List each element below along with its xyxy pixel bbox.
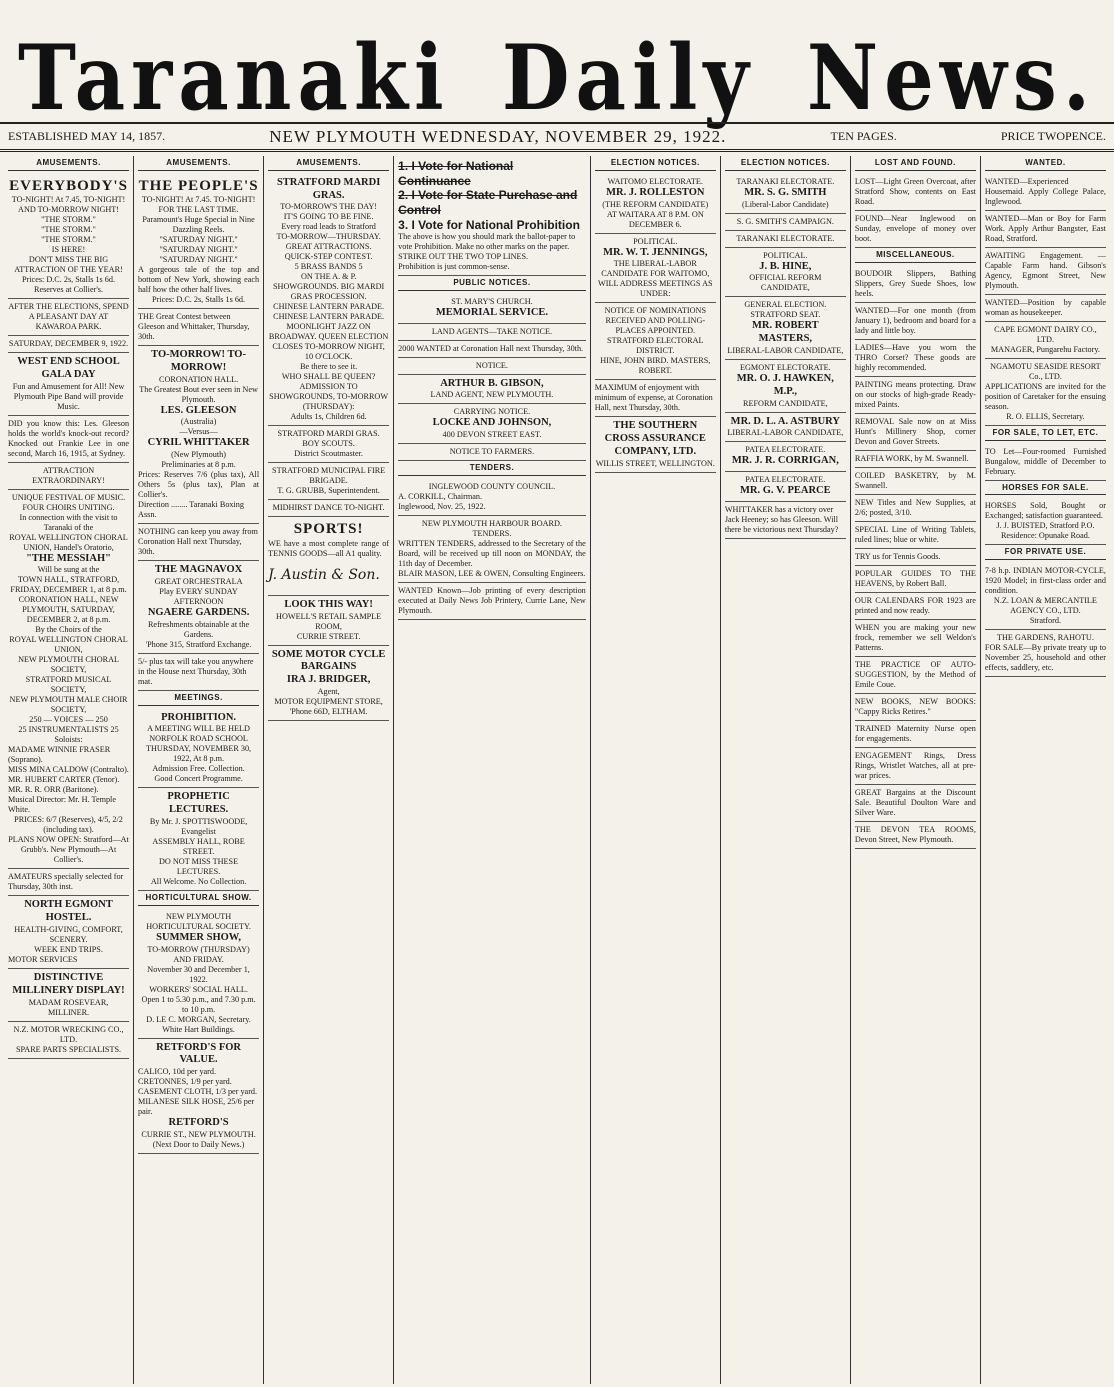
ad-text: OUR CALENDARS FOR 1923 are printed and now ready. bbox=[855, 593, 976, 620]
ad-text: TRAINED Maternity Nurse open for engagements. bbox=[855, 721, 976, 748]
column-heading: FOR SALE, TO LET, ETC. bbox=[985, 426, 1106, 441]
ad-text: Will be sung at the bbox=[37, 565, 100, 575]
ad-text: "SATURDAY NIGHT." bbox=[159, 255, 238, 265]
ad-text: District Scoutmaster. bbox=[294, 449, 363, 459]
column-heading: AMUSEMENTS. bbox=[8, 156, 129, 171]
ad-text: NEW PLYMOUTH CHORAL SOCIETY, bbox=[18, 655, 119, 675]
ad-title: TO-MORROW! TO-MORROW! bbox=[151, 349, 246, 373]
ad-text: Good Concert Programme. bbox=[154, 774, 243, 784]
ad-text: WHO SHALL BE QUEEN? bbox=[281, 372, 376, 382]
page-count: TEN PAGES. bbox=[830, 129, 897, 143]
ad-text: THE LIBERAL-LABOR CANDIDATE FOR WAITOMO, bbox=[601, 259, 710, 279]
ad-text: POLITICAL. bbox=[633, 236, 678, 246]
ad-text: NOTHING can keep you away from Coronation Hall next Thursday, 30th. bbox=[138, 524, 259, 561]
ad-text: CURRIE STREET. bbox=[296, 631, 361, 641]
ad-text: SPECIAL Line of Writing Tablets, ruled lines; blue or white. bbox=[855, 522, 976, 549]
ad-title: STRATFORD MARDI GRAS. bbox=[276, 176, 381, 201]
ad-text: PLANS NOW OPEN: Stratford—At Grubb's. New Plymouth—At Collier's. bbox=[8, 835, 129, 865]
ad-text: CORONATION HALL, NEW PLYMOUTH, SATURDAY, DECEMBER 2, at 8 p.m. bbox=[18, 595, 119, 625]
ad-text: (THE REFORM CANDIDATE) bbox=[602, 199, 709, 209]
ad-title: MR. G. V. PEARCE bbox=[740, 485, 831, 497]
ad-title: MR. S. G. SMITH bbox=[744, 186, 827, 198]
ad-text: WRITTEN TENDERS, addressed to the Secretary of the Board, will be received up till noon on MONDAY, the 11th day of December. bbox=[398, 539, 586, 569]
column-election-notices-1 bbox=[591, 156, 721, 1384]
ad-text: MILANESE SILK HOSE, 25/6 per pair. bbox=[138, 1097, 255, 1117]
ad-text: ASSEMBLY HALL, ROBE STREET. bbox=[152, 836, 245, 856]
ad-text: MOONLIGHT JAZZ ON BROADWAY. QUEEN ELECTION CLOSES TO-MORROW NIGHT, 10 O'CLOCK. bbox=[268, 322, 389, 362]
ad-text: PATEA ELECTORATE. bbox=[745, 445, 826, 455]
ad-text: Preliminaries at 8 p.m. bbox=[161, 460, 236, 470]
ad-title: CYRIL WHITTAKER bbox=[147, 437, 250, 449]
ad-text: WANTED Known—Job printing of every description executed at Daily News Job Printery, Currie Lane, New Plymouth. bbox=[398, 583, 586, 620]
ad-text: Play EVERY SUNDAY AFTERNOON bbox=[159, 587, 238, 607]
ad-text: TO-NIGHT! At 7.45. TO-NIGHT! FOR THE LAST TIME. bbox=[141, 195, 256, 215]
ad-text: THE PRACTICE OF AUTO-SUGGESTION, by the Method of Emile Coue. bbox=[855, 657, 976, 694]
ad-text: "THE STORM." bbox=[41, 225, 96, 235]
ad-title: LOCKE AND JOHNSON, bbox=[432, 417, 552, 429]
ad-text: MADAME WINNIE FRASER (Soprano). bbox=[8, 745, 111, 765]
ad-text: APPLICATIONS are invited for the position of Caretaker for the ensuing season. bbox=[984, 381, 1106, 411]
ad-text: RAFFIA WORK, by M. Swannell. bbox=[855, 451, 976, 468]
ad-text: NEW PLYMOUTH MALE CHOIR SOCIETY, bbox=[9, 695, 128, 715]
ad-text: TO-NIGHT! At 7.45, TO-NIGHT! AND TO-MORROW NIGHT! bbox=[11, 195, 126, 215]
ad-text: Prohibition is just common-sense. bbox=[398, 262, 510, 272]
ad-text: S. G. SMITH'S CAMPAIGN. bbox=[725, 214, 846, 231]
ad-text: 'Phone 315, Stratford Exchange. bbox=[145, 639, 252, 649]
ad-text: TARANAKI ELECTORATE. bbox=[725, 231, 846, 248]
ad-text: CASEMENT CLOTH, 1/3 per yard. bbox=[138, 1087, 258, 1097]
issue-date: NEW PLYMOUTH WEDNESDAY, NOVEMBER 29, 1922. bbox=[269, 126, 727, 146]
ad-text: Paramount's Huge Special in Nine Dazzling Reels. bbox=[142, 215, 255, 235]
ad-text: DON'T MISS THE BIG ATTRACTION OF THE YEAR! bbox=[14, 255, 123, 275]
ad-text: GREAT Bargains at the Discount Sale. Beautiful Doulton Ware and Silver Ware. bbox=[855, 785, 976, 822]
ad-text: HORSES Sold, Bought or Exchanged; satisfaction guaranteed. bbox=[984, 501, 1106, 521]
ad-text: Reserves at Collier's. bbox=[34, 285, 104, 295]
ad-text: CRETONNES, 1/9 per yard. bbox=[138, 1077, 232, 1087]
ad-text: POPULAR GUIDES TO THE HEAVENS, by Robert Ball. bbox=[855, 566, 976, 593]
ad-text: STRATFORD MARDI GRAS. BOY SCOUTS. bbox=[277, 429, 380, 449]
ad-text: NOTICE TO FARMERS. bbox=[398, 444, 586, 461]
ad-text: (Australia) bbox=[180, 417, 217, 427]
ad-text: 5/- plus tax will take you anywhere in the House next Thursday, 30th mat. bbox=[138, 654, 259, 691]
ad-text: WILLIS STREET, WELLINGTON. bbox=[595, 458, 715, 468]
ad-text: STRIKE OUT THE TWO TOP LINES. bbox=[398, 252, 529, 262]
ad-text: (New Plymouth) bbox=[171, 450, 226, 460]
ad-text: ATTRACTION EXTRAORDINARY! bbox=[8, 463, 129, 490]
column-heading: AMUSEMENTS. bbox=[268, 156, 389, 171]
ad-text: A MEETING WILL BE HELD bbox=[147, 724, 250, 734]
ad-title: MEMORIAL SERVICE. bbox=[435, 306, 549, 318]
ad-text: CARRYING NOTICE. bbox=[453, 407, 531, 417]
ad-text: MAXIMUM of enjoyment with minimum of expense, at Coronation Hall, next Thursday, 30th. bbox=[595, 380, 716, 417]
ad-title: MR. ROBERT MASTERS, bbox=[751, 320, 819, 345]
ad-text: Every road leads to Stratford bbox=[281, 222, 376, 232]
established-date: ESTABLISHED MAY 14, 1857. bbox=[8, 129, 166, 143]
ad-title: DISTINCTIVE MILLINERY DISPLAY! bbox=[12, 972, 125, 996]
ad-text: LAND AGENT, NEW PLYMOUTH. bbox=[430, 390, 554, 400]
ad-text: NEW PLYMOUTH HARBOUR BOARD. bbox=[421, 519, 562, 529]
ad-text: NOTICE. bbox=[398, 358, 586, 375]
ad-text: IS HERE! bbox=[51, 245, 86, 255]
ad-text: DO NOT MISS THESE LECTURES. bbox=[159, 856, 239, 876]
ad-text: WE have a most complete range of TENNIS GOODS—all A1 quality. bbox=[268, 538, 390, 558]
ad-text: WANTED—Position by capable woman as housekeeper. bbox=[985, 295, 1106, 322]
ad-title: PROHIBITION. bbox=[161, 711, 237, 723]
ad-text: BLAIR MASON, LEE & OWEN, Consulting Engineers. bbox=[398, 569, 586, 579]
ad-text: MIDHIRST DANCE TO-NIGHT. bbox=[268, 500, 389, 517]
ad-text: N.Z. MOTOR WRECKING CO., LTD. bbox=[13, 1024, 124, 1044]
ad-title: MR. O. J. HAWKEN, M.P., bbox=[736, 372, 834, 397]
ad-text: LIBERAL-LABOR CANDIDATE, bbox=[727, 428, 844, 438]
ad-text: LOST—Light Green Overcoat, after Stratford Show, contents on East Road. bbox=[855, 174, 976, 211]
ad-text: THE GARDENS, RAHOTU. bbox=[996, 633, 1094, 642]
ad-text: HEALTH-GIVING, COMFORT, SCENERY. bbox=[14, 925, 123, 945]
ad-text: HOWELL'S RETAIL SAMPLE ROOM, bbox=[276, 611, 382, 631]
ad-text: ENGAGEMENT Rings, Dress Rings, Wristlet Watches, all at pre-war prices. bbox=[855, 748, 976, 785]
ad-text: GREAT ORCHESTRALA bbox=[154, 577, 243, 587]
ad-text: ADMISSION TO SHOWGROUNDS, TO-MORROW (THURSDAY): bbox=[269, 382, 389, 412]
ad-text: MISS MINA CALDOW (Contralto). bbox=[8, 765, 129, 775]
column-heading: MISCELLANEOUS. bbox=[855, 248, 976, 263]
ad-text: Prices: D.C. 2s, Stalls 1s 6d. bbox=[152, 295, 246, 305]
ad-text: Direction ........ Taranaki Boxing Assn. bbox=[138, 500, 244, 520]
ad-text: 400 DEVON STREET EAST. bbox=[442, 430, 542, 440]
column-amusements-3 bbox=[264, 156, 394, 1384]
ad-text: MR. R. R. ORR (Baritone). bbox=[8, 785, 99, 795]
ad-text: ST. MARY'S CHURCH. bbox=[451, 296, 533, 306]
ad-text: FOR SALE—By private treaty up to November 25, household and other effects, saddlery, etc. bbox=[984, 643, 1106, 672]
ad-title: MR. W. T. JENNINGS, bbox=[603, 246, 708, 258]
ad-text: OFFICIAL REFORM CANDIDATE, bbox=[749, 273, 822, 293]
dateline-bar bbox=[0, 122, 1114, 152]
column-heading: PUBLIC NOTICES. bbox=[398, 276, 586, 291]
ad-title: SOME MOTOR CYCLE BARGAINS bbox=[271, 648, 386, 673]
ad-text: BOUDOIR Slippers, Bathing Slippers, Grey Suede Shoes, low heels. bbox=[855, 266, 976, 303]
ad-text: CALICO, 10d per yard. bbox=[138, 1067, 217, 1077]
ad-text: ROYAL WELLINGTON CHORAL UNION, Handel's Oratorio, bbox=[9, 532, 128, 552]
ad-text: TO-MORROW (THURSDAY) AND FRIDAY. bbox=[147, 944, 250, 964]
ad-title: NGAERE GARDENS. bbox=[147, 607, 250, 619]
ballot-line-2: 2. I Vote for State Purchase and Control bbox=[398, 188, 578, 217]
ad-text: Prices: Reserves 7/6 (plus tax), All Others 5s (plus tax), Plan at Collier's. bbox=[138, 470, 260, 500]
ad-text: J. J. BUISTED, Stratford P.O. bbox=[996, 521, 1095, 531]
ad-text: (Next Door to Daily News.) bbox=[152, 1139, 245, 1149]
ad-text: ROYAL WELLINGTON CHORAL UNION, bbox=[9, 635, 128, 655]
columns bbox=[4, 156, 1110, 1384]
ad-text: T. G. GRUBB, Superintendent. bbox=[277, 486, 380, 496]
ad-title: NORTH EGMONT HOSTEL. bbox=[24, 899, 113, 924]
ad-text: UNIQUE FESTIVAL OF MUSIC. FOUR CHOIRS UNITING. bbox=[11, 492, 126, 512]
ad-text: By Mr. J. SPOTTISWOODE, Evangelist bbox=[149, 816, 248, 836]
ad-text: By the Choirs of the bbox=[35, 625, 102, 635]
column-amusements-2 bbox=[134, 156, 264, 1384]
ad-text: WANTED—For one month (from January 1), bedroom and board for a lady and little boy. bbox=[855, 303, 976, 340]
ad-text: Adults 1s, Children 6d. bbox=[290, 412, 367, 422]
ad-text: MANAGER, Pungarehu Factory. bbox=[990, 344, 1100, 354]
ad-text: 25 INSTRUMENTALISTS 25 bbox=[18, 725, 119, 735]
ad-title: IRA J. BRIDGER, bbox=[286, 674, 371, 686]
ad-text: Admission Free. Collection. bbox=[152, 764, 245, 774]
ad-text: Refreshments obtainable at the Gardens. bbox=[147, 619, 250, 639]
ad-text: 2000 WANTED at Coronation Hall next Thursday, 30th. bbox=[398, 341, 586, 358]
ad-text: (Liberal-Labor Candidate) bbox=[742, 199, 829, 209]
column-heading: WANTED. bbox=[985, 156, 1106, 171]
ad-text: Prices: D.C. 2s, Stalls 1s 6d. bbox=[22, 275, 116, 285]
ad-title: THE PEOPLE'S bbox=[138, 177, 259, 194]
ad-text: Stratford. bbox=[1029, 616, 1061, 625]
ad-text: AT WAITARA AT 8 P.M. ON DECEMBER 6. bbox=[606, 209, 704, 229]
ad-text: NEW PLYMOUTH HORTICULTURAL SOCIETY. bbox=[146, 911, 251, 931]
ad-text: INGLEWOOD COUNTY COUNCIL. bbox=[428, 482, 556, 492]
ad-title: RETFORD'S FOR VALUE. bbox=[156, 1041, 242, 1066]
ad-text: "SATURDAY NIGHT." bbox=[159, 235, 238, 245]
ad-text: MADAM ROSEVEAR, MILLINER. bbox=[28, 997, 109, 1017]
ad-text: HINE, JOHN BIRD. MASTERS, ROBERT. bbox=[600, 356, 711, 376]
signature: J. Austin & Son. bbox=[268, 566, 380, 583]
ad-text: EGMONT ELECTORATE. bbox=[740, 362, 831, 372]
ad-text: November 30 and December 1, 1922. bbox=[147, 964, 250, 984]
ad-text: SPARE PARTS SPECIALISTS. bbox=[15, 1044, 122, 1054]
ad-text: Open 1 to 5.30 p.m., and 7.30 p.m. to 10 p.m. bbox=[141, 994, 256, 1014]
ad-text: PAINTING means protecting. Draw on our stocks of high-grade Ready-mixed Paints. bbox=[855, 377, 976, 414]
ad-text: TOWN HALL, STRATFORD, FRIDAY, DECEMBER 1, at 8 p.m. bbox=[10, 575, 127, 595]
column-heading: HORTICULTURAL SHOW. bbox=[138, 891, 259, 906]
ad-title: THE SOUTHERN CROSS ASSURANCE COMPANY, LTD. bbox=[604, 420, 706, 457]
ad-text: LAND AGENTS—TAKE NOTICE. bbox=[398, 324, 586, 341]
ad-title: MR. J. ROLLESTON bbox=[606, 186, 705, 198]
ad-text: REFORM CANDIDATE, bbox=[743, 398, 828, 408]
ad-text: In connection with the visit to Taranaki of the bbox=[19, 512, 118, 532]
column-heading: HORSES FOR SALE. bbox=[985, 481, 1106, 496]
column-election-notices-2 bbox=[721, 156, 851, 1384]
ad-text: WILL ADDRESS MEETINGS AS UNDER: bbox=[598, 279, 713, 299]
column-wanted bbox=[981, 156, 1110, 1384]
ad-text: GENERAL ELECTION. bbox=[744, 300, 827, 310]
ad-text: ON THE A. & P. SHOWGROUNDS. BIG MARDI GRAS PROCESSION. bbox=[273, 272, 385, 302]
ad-text: The Greatest Bout ever seen in New Plymouth. bbox=[139, 384, 258, 404]
ad-text: PATEA ELECTORATE. bbox=[745, 475, 826, 485]
column-heading: AMUSEMENTS. bbox=[138, 156, 259, 171]
ad-text: CHINESE LANTERN PARADE. bbox=[273, 302, 385, 312]
ballot-line-3: 3. I Vote for National Prohibition bbox=[398, 217, 580, 232]
ad-text: STRATFORD SEAT. bbox=[750, 310, 821, 320]
ad-text: TO Let—Four-roomed Furnished Bungalow, middle of December to February. bbox=[985, 444, 1106, 481]
ad-text: Fun and Amusement for All! New Plymouth Pipe Band will provide Music. bbox=[12, 381, 125, 411]
ad-title: MR. D. L. A. ASTBURY bbox=[730, 415, 840, 427]
ad-text: A gorgeous tale of the top and bottom of New York, showing each half how the other half lives. bbox=[138, 265, 260, 295]
ad-text: CURRIE ST., NEW PLYMOUTH. bbox=[141, 1129, 256, 1139]
ad-text: The above is how you should mark the ballot-paper to vote Prohibition. Make no other marks on the paper. bbox=[398, 232, 576, 252]
masthead bbox=[0, 0, 1114, 131]
ad-text: TO-MORROW'S THE DAY! bbox=[280, 202, 378, 212]
ad-text: NEW BOOKS, NEW BOOKS: "Cappy Ricks Retires." bbox=[855, 694, 976, 721]
ad-text: REMOVAL Sale now on at Miss Hunt's Millinery Shop, corner Devon and Gover Streets. bbox=[855, 414, 976, 451]
ad-text: TRY us for Tennis Goods. bbox=[855, 549, 976, 566]
ad-text: R. O. ELLIS, Secretary. bbox=[1006, 411, 1085, 421]
ad-text: WHITTAKER has a victory over Jack Heeney; so has Gleeson. Will there be victorious next Thursday? bbox=[725, 502, 846, 539]
ad-title: "THE MESSIAH" bbox=[26, 552, 111, 564]
ad-title: SUMMER SHOW, bbox=[156, 931, 241, 943]
ad-text: THE DEVON TEA ROOMS, Devon Street, New Plymouth. bbox=[855, 822, 976, 849]
ad-title: SPORTS! bbox=[293, 521, 364, 538]
ad-text: LIBERAL-LABOR CANDIDATE, bbox=[727, 345, 844, 355]
ad-text: White Hart Buildings. bbox=[162, 1024, 235, 1034]
ad-title: LOOK THIS WAY! bbox=[284, 598, 373, 610]
ad-text: CHINESE LANTERN PARADE. bbox=[273, 312, 385, 322]
ad-text: WANTED—Experienced Housemaid. Apply College Palace, Inglewood. bbox=[985, 174, 1106, 211]
ad-text: LADIES—Have you worn the THRO Corset? These goods are highly recommended. bbox=[855, 340, 976, 377]
ad-text: POLITICAL. bbox=[763, 250, 808, 260]
masthead-word-daily: Daily bbox=[501, 26, 755, 131]
ad-text: STRATFORD MUNICIPAL FIRE BRIGADE. bbox=[272, 466, 386, 486]
ad-text: FOUND—Near Inglewood on Sunday, envelope of money over boot. bbox=[855, 211, 976, 248]
ad-text: MOTOR EQUIPMENT STORE, 'Phone 66D, ELTHAM. bbox=[274, 696, 383, 716]
ad-text: PRICES: 6/7 (Reserves), 4/5, 2/2 (including tax). bbox=[14, 815, 123, 835]
ad-text: 5 BRASS BANDS 5 bbox=[294, 262, 363, 272]
ad-text: STRATFORD MUSICAL SOCIETY, bbox=[25, 675, 112, 695]
ballot-line-1: 1. I Vote for National Continuance bbox=[398, 159, 514, 188]
ad-text: Residence: Opunake Road. bbox=[1000, 531, 1090, 541]
ad-text: DID you know this: Les. Gleeson holds the world's knock-out record? Knocked out Frankie Lee in one second, March 16, 1915, at Sydney. bbox=[8, 416, 129, 463]
ad-text: AWAITING Engagement. — Capable Farm hand. Gibson's Agency, Egmont Street, New Plymouth. bbox=[985, 248, 1106, 295]
column-lost-found bbox=[851, 156, 981, 1384]
ad-text: Inglewood, Nov. 25, 1922. bbox=[398, 502, 486, 512]
ad-text: TARANAKI ELECTORATE. bbox=[736, 176, 835, 186]
column-public-notices bbox=[394, 156, 591, 1384]
ad-text: "THE STORM." bbox=[41, 235, 96, 245]
ad-text: 7-8 h.p. INDIAN MOTOR-CYCLE, 1920 Model; in first-class order and condition. bbox=[984, 566, 1106, 595]
ad-text: NOTICE OF NOMINATIONS RECEIVED AND POLLING-PLACES APPOINTED. STRATFORD ELECTORAL DISTRICT. bbox=[604, 306, 706, 356]
ad-text: WAITOMO ELECTORATE. bbox=[607, 176, 703, 186]
ad-text: CAPE EGMONT DAIRY CO., LTD. bbox=[994, 324, 1097, 344]
ad-title: LES. GLEESON bbox=[160, 404, 237, 416]
ad-text: GREAT ATTRACTIONS. bbox=[285, 242, 372, 252]
ad-text: "SATURDAY NIGHT." bbox=[159, 245, 238, 255]
ad-text: A. CORKILL, Chairman. bbox=[398, 492, 483, 502]
ad-text: N.Z. LOAN & MERCANTILE AGENCY CO., LTD. bbox=[993, 596, 1097, 615]
ad-title: J. B. HINE, bbox=[759, 260, 812, 272]
ad-title: ARTHUR B. GIBSON, bbox=[440, 377, 544, 389]
ad-text: NORFOLK ROAD SCHOOL bbox=[149, 734, 248, 744]
ad-text: MOTOR SERVICES bbox=[8, 955, 78, 965]
ad-text: All Welcome. No Collection. bbox=[150, 876, 247, 886]
masthead-word-news: News. bbox=[806, 26, 1096, 131]
masthead-word-taranaki: Taranaki bbox=[18, 26, 450, 131]
ad-text: THE Great Contest between Gleeson and Whittaker, Thursday, 30th. bbox=[138, 309, 259, 346]
ad-text: D. LE C. MORGAN, Secretary. bbox=[146, 1014, 251, 1024]
ad-title: THE MAGNAVOX bbox=[154, 564, 243, 576]
ad-text: NGAMOTU SEASIDE RESORT Co., LTD. bbox=[990, 361, 1101, 381]
ad-text: Musical Director: Mr. H. Temple White. bbox=[8, 795, 116, 815]
ad-text: NEW Titles and New Supplies, at 2/6; posted, 3/10. bbox=[855, 495, 976, 522]
ad-text: QUICK-STEP CONTEST. bbox=[284, 252, 373, 262]
ad-text: CORONATION HALL. bbox=[159, 374, 239, 384]
ad-text: AFTER THE ELECTIONS, SPEND A PLEASANT DAY AT KAWAROA PARK. bbox=[8, 299, 129, 336]
ad-text: WHEN you are making your new frock, remember we sell Weldon's Patterns. bbox=[855, 620, 976, 657]
ad-text: TENDERS. bbox=[472, 529, 512, 539]
column-heading: ELECTION NOTICES. bbox=[725, 156, 846, 171]
ad-title: PROPHETIC LECTURES. bbox=[167, 791, 230, 816]
ad-text: SATURDAY, DECEMBER 9, 1922. bbox=[8, 336, 129, 353]
ad-title: RETFORD'S bbox=[168, 1117, 229, 1129]
ad-text: "THE STORM." bbox=[41, 215, 96, 225]
ad-text: TO-MORROW—THURSDAY. bbox=[276, 232, 381, 242]
ad-text: Soloists: bbox=[54, 735, 83, 745]
ad-text: Agent, bbox=[317, 686, 340, 696]
column-heading: TENDERS. bbox=[398, 461, 586, 476]
ad-title: WEST END SCHOOL GALA DAY bbox=[17, 356, 120, 380]
ad-text: WANTED—Man or Boy for Farm Work. Apply Arthur Bangster, East Road, Stratford. bbox=[985, 211, 1106, 248]
column-heading: MEETINGS. bbox=[138, 691, 259, 706]
ad-title: MR. J. R. CORRIGAN, bbox=[731, 455, 839, 467]
column-heading: LOST AND FOUND. bbox=[855, 156, 976, 171]
ad-text: THURSDAY, NOVEMBER 30, 1922, At 8 p.m. bbox=[146, 744, 252, 764]
column-heading: ELECTION NOTICES. bbox=[595, 156, 716, 171]
price: PRICE TWOPENCE. bbox=[1000, 129, 1106, 143]
ad-text: 250 — VOICES — 250 bbox=[29, 715, 108, 725]
ad-text: WORKERS' SOCIAL HALL. bbox=[149, 984, 248, 994]
ad-text: COILED BASKETRY, by M. Swannell. bbox=[855, 468, 976, 495]
ad-text: AMATEURS specially selected for Thursday, 30th inst. bbox=[8, 869, 129, 896]
column-heading: FOR PRIVATE USE. bbox=[985, 545, 1106, 560]
ad-title: EVERYBODY'S bbox=[9, 177, 128, 194]
column-amusements-1 bbox=[4, 156, 134, 1384]
ad-text: MR. HUBERT CARTER (Tenor). bbox=[8, 775, 120, 785]
ad-text: IT'S GOING TO BE FINE. bbox=[283, 212, 374, 222]
ad-text: —Versus— bbox=[179, 427, 218, 437]
ad-text: WEEK END TRIPS. bbox=[34, 945, 103, 955]
ad-text: Be there to see it. bbox=[300, 362, 358, 372]
